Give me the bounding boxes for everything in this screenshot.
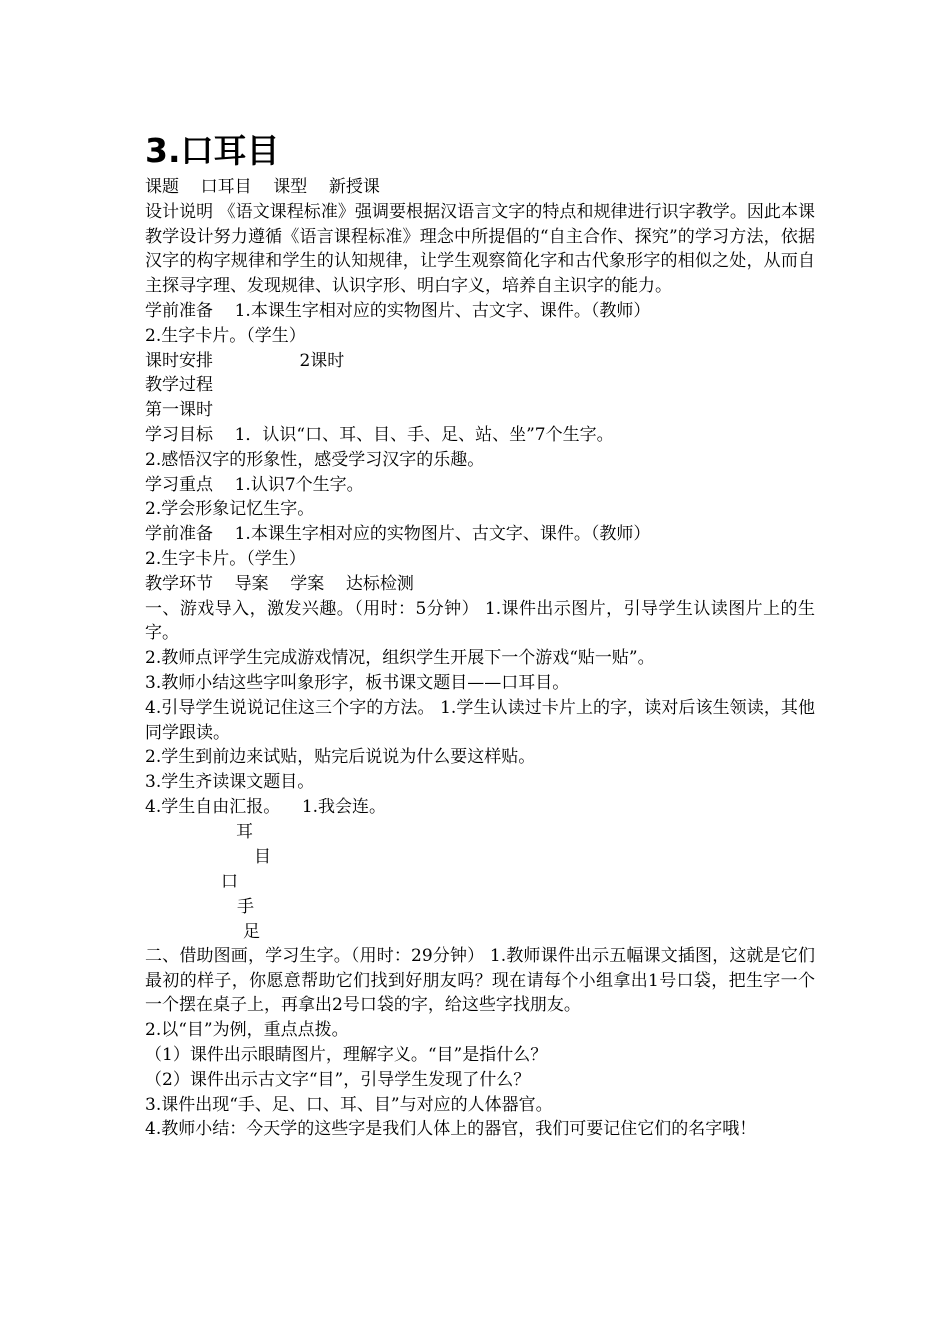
first-lesson-heading: 第一课时 [145, 400, 213, 421]
key-point-line-2: 2.学会形象记忆生字。 [145, 499, 315, 520]
preparation-line-4: 2.生字卡片。（学生） [145, 548, 306, 569]
teaching-process-heading: 教学过程 [145, 375, 213, 396]
section-two-step-2: 2.以“目”为例，重点点拨。 [145, 1020, 349, 1041]
match-char-mouth: 口 [221, 871, 238, 892]
learning-goal-line-2: 2.感悟汉字的形象性，感受学习汉字的乐趣。 [145, 449, 485, 470]
document-title: 3.口耳目 [145, 131, 280, 170]
document-page [145, 132, 815, 1142]
preparation-line-3: 学前准备 1.本课生字相对应的实物图片、古文字、课件。（教师） [145, 524, 651, 545]
match-char-hand: 手 [237, 896, 254, 917]
match-char-ear: 耳 [236, 821, 253, 842]
teaching-steps-header: 教学环节 导案 学案 达标检测 [145, 573, 414, 594]
match-char-eye: 目 [254, 846, 271, 867]
section-two-step-3: 3.课件出现“手、足、口、耳、目”与对应的人体器官。 [145, 1094, 553, 1115]
schedule-line: 课时安排 2课时 [145, 350, 345, 371]
preparation-line-1: 学前准备 1.本课生字相对应的实物图片、古文字、课件。（教师） [145, 300, 651, 321]
student-step-2: 2.学生到前边来试贴，贴完后说说为什么要这样贴。 [145, 747, 536, 768]
key-point-line-1: 学习重点 1.认识7个生字。 [145, 474, 364, 495]
section-one-paragraph: 一、游戏导入，激发兴趣。（用时：5分钟） 1.课件出示图片，引导学生认读图片上的生字。 [145, 598, 815, 644]
section-two-step-4: 4.教师小结：今天学的这些字是我们人体上的器官，我们可要记住它们的名字哦！ [145, 1119, 757, 1140]
section-one-step-3: 3.教师小结这些字叫象形字，板书课文题目——口耳目。 [145, 672, 570, 693]
student-step-3: 3.学生齐读课文题目。 [145, 772, 315, 793]
section-two-sub-2: （2）课件出示古文字“目”，引导学生发现了什么？ [145, 1069, 531, 1090]
learning-goal-line-1: 学习目标 1．认识“口、耳、目、手、足、站、坐”7个生字。 [145, 424, 614, 445]
section-two-paragraph: 二、借助图画，学习生字。（用时：29分钟） 1.教师课件出示五幅课文插图，这就是它们最初的样子，你愿意帮助它们找到好朋友吗？现在请每个小组拿出1号口袋，把生字一个一个摆在桌子上，再拿出2号口袋的字，给这些字找朋友。 [145, 945, 815, 1016]
section-one-step-4: 4.引导学生说说记住这三个字的方法。 1.学生认读过卡片上的字，读对后该生领读，其他同学跟读。 [145, 697, 815, 743]
section-two-sub-1: （1）课件出示眼睛图片，理解字义。“目”是指什么？ [145, 1044, 548, 1065]
student-step-4: 4.学生自由汇报。 1.我会连。 [145, 796, 387, 817]
lesson-topic-line: 课题 口耳目 课型 新授课 [145, 177, 380, 197]
preparation-line-2: 2.生字卡片。（学生） [145, 325, 306, 346]
matching-exercise [145, 820, 815, 944]
section-one-step-2: 2.教师点评学生完成游戏情况，组织学生开展下一个游戏“贴一贴”。 [145, 648, 655, 669]
match-char-foot: 足 [243, 921, 260, 942]
design-description-paragraph: 设计说明 《语文课程标准》强调要根据汉语言文字的特点和规律进行识字教学。因此本课教学设计努力遵循《语言课程标准》理念中所提倡的“自主合作、探究”的学习方法，依据汉字的构字规律和学生的认知规律，让学生观察简化字和古代象形字的相似之处，从而自主探寻字理、发现规律、认识字形、明白字义，培养自主识字的能力。 [145, 201, 815, 297]
